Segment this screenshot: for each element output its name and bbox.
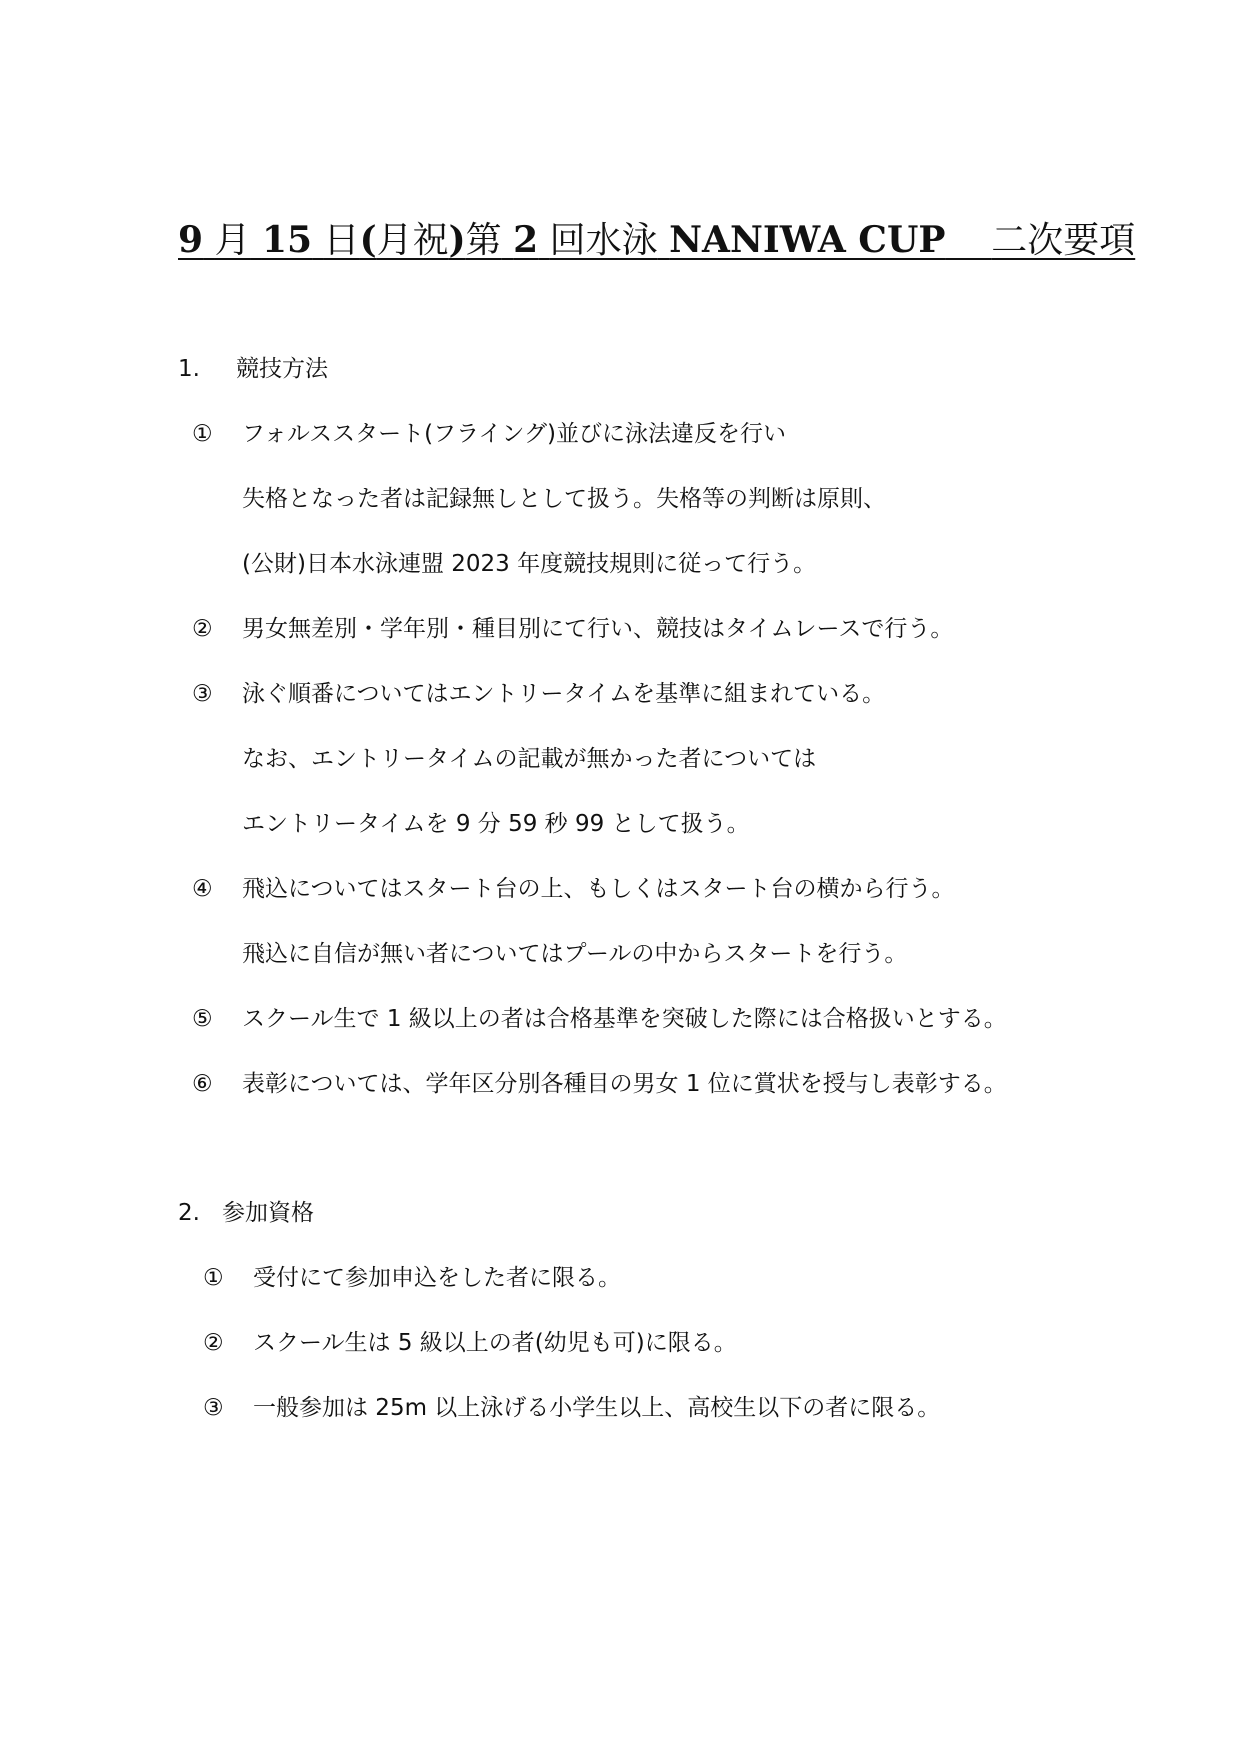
item-text: 男女無差別・学年別・種目別にて行い、競技はタイムレースで行う。	[242, 616, 954, 642]
item-marker: ③	[192, 681, 213, 707]
title-part: 2	[513, 219, 539, 261]
item-marker: ⑥	[192, 1071, 213, 1097]
title-part: NANIWA CUP	[669, 219, 946, 261]
document-title	[178, 214, 1135, 267]
item-text: なお、エントリータイムの記載が無かった者については	[242, 746, 817, 772]
title-part: 月	[214, 220, 251, 261]
item-text: 飛込についてはスタート台の上、もしくはスタート台の横から行う。	[242, 876, 955, 902]
item-text: スクール生は 5 級以上の者(幼児も可)に限る。	[253, 1330, 737, 1356]
item-text: 表彰については、学年区分別各種目の男女 1 位に賞状を授与し表彰する。	[242, 1071, 1007, 1097]
item-text: (公財)日本水泳連盟 2023 年度競技規則に従って行う。	[242, 551, 817, 577]
item-marker: ①	[203, 1265, 224, 1291]
title-part: 回水泳	[549, 220, 658, 261]
item-text: 一般参加は 25m 以上泳げる小学生以上、高校生以下の者に限る。	[253, 1395, 941, 1421]
title-part: 9	[178, 219, 204, 261]
item-text: 受付にて参加申込をした者に限る。	[253, 1265, 621, 1291]
item-marker: ⑤	[192, 1006, 213, 1032]
item-marker: ③	[203, 1395, 224, 1421]
item-text: スクール生で 1 級以上の者は合格基準を突破した際には合格扱いとする。	[242, 1006, 1007, 1032]
title-part: 月祝	[376, 220, 449, 261]
section-number: 2.	[178, 1200, 200, 1226]
item-text: エントリータイムを 9 分 59 秒 99 として扱う。	[242, 811, 750, 837]
item-text: 飛込に自信が無い者についてはプールの中からスタートを行う。	[242, 941, 908, 967]
item-marker: ④	[192, 876, 213, 902]
title-part: 日	[323, 220, 360, 261]
item-marker: ②	[192, 616, 213, 642]
title-part: 15	[261, 219, 313, 261]
item-marker: ①	[192, 421, 213, 447]
item-marker: ②	[203, 1330, 224, 1356]
item-text: 泳ぐ順番についてはエントリータイムを基準に組まれている。	[242, 681, 886, 707]
title-part: (	[359, 219, 377, 261]
title-part: 第	[465, 220, 502, 261]
item-text: フォルススタート(フライング)並びに泳法違反を行い	[242, 421, 786, 447]
title-part: 二次要項	[991, 220, 1136, 261]
section-number: 1.	[178, 356, 200, 382]
section-title: 参加資格	[222, 1200, 314, 1226]
title-part: )	[448, 219, 466, 261]
section-title: 競技方法	[236, 356, 328, 382]
item-text: 失格となった者は記録無しとして扱う。失格等の判断は原則、	[242, 486, 886, 512]
